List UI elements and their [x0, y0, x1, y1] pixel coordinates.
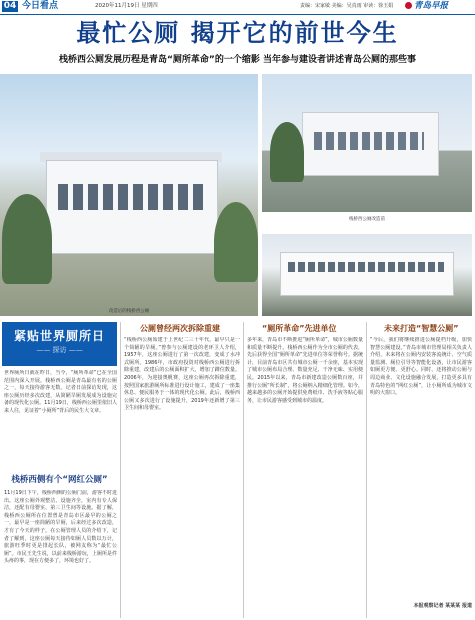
left-article-body: 11月19日下午，栈桥西侧的公厕门前，游客不时进出。这座公厕外观整洁，设施齐全，室内有专人保洁，还配有母婴室、第三卫生间等设施。据了解，栈桥西公厕所在位置曾是青岛市区最早的公厕之一，最早是一座简陋的旱厕，后来经过多次改造，才有了今天的样子。在公厕管理人员的介绍下，记者了解到，这座公厕每天接待如厕人员数以万计，旅游旺季时更是排起长队，被网友称为“最忙公厕”。市民王先生说，以前来栈桥游玩，上厕所是件头疼的事，现在方便多了，环境也好了。	[4, 490, 117, 565]
column-divider	[243, 322, 244, 618]
left-article-heading: 栈桥西侧有个“网红公厕”	[11, 475, 108, 485]
right-heading: 未来打造“智慧公厕”	[384, 324, 459, 333]
sidebar-title-box	[2, 322, 117, 366]
photo-before-renovation	[262, 74, 472, 212]
editors-line: 责编：宋家敏 美编：吴真雨 审读：徐玉娟	[300, 3, 394, 9]
mid1-heading: 公厕曾经两次拆除重建	[140, 324, 220, 333]
byline: 本报观察记者 某某某 报道	[413, 603, 472, 609]
photo-caption-3: 改造后的栈桥西公厕	[108, 309, 150, 314]
photo-exterior	[262, 234, 472, 316]
sidebar-subtitle: —— 探访 ——	[36, 346, 83, 354]
logo-mark-icon	[405, 2, 412, 9]
issue-date: 2020年11月19日 星期四	[95, 3, 158, 9]
mid2-body: 多年来，青岛市不断推进“厕所革命”，城市公厕数量和质量不断提升。栈桥西公厕作为全市公厕的代表，先后获得全国“厕所革命”先进单位等荣誉称号。据统计，目前青岛市区共有城市公厕一千余座，基本实现了城市公厕布局合理、数量充足、干净无味、实用便民。2015年以来，青岛市新建改造公厕数百座，并推行公厕“所长制”，将公厕纳入精细化管理。如今，越来越多的公厕开始提供免费纸巾、洗手液等贴心服务，让市民游客感受到城市的温度。	[247, 337, 363, 404]
main-headline: 最忙公厕 揭开它的前世今生	[76, 18, 399, 47]
mid2-heading: “厕所革命”先进单位	[262, 324, 337, 333]
sub-headline: 栈桥西公厕发展历程是青岛“厕所革命”的一个缩影 当年参与建设者讲述青岛公厕的那些事	[59, 55, 416, 65]
logo-text: 青岛早报	[414, 1, 449, 11]
right-body: “今后，我们将继续推进公厕提档升级，加快智慧公厕建设。”青岛市城市管理局相关负责人介绍，未来将在公厕内安装客流统计、空气质量监测、厕位引导等智能化设备，让市民游客如厕更方便、更舒心。同时，还将推动公厕与周边商业、文化设施融合发展，打造更多具有青岛特色的“网红公厕”，让小厕所成为城市文明的大窗口。	[370, 337, 472, 397]
column-divider	[366, 322, 367, 618]
photo-after-renovation	[0, 74, 258, 316]
masthead-rule	[0, 14, 475, 15]
sidebar-intro: 世界厕所日就在昨日，当今，“厕所革命”已在全国范围内深入开展。栈桥西公厕是青岛最有名的公厕之一，每天接待游客无数。记者日前探访发现，这座公厕历经多次改建，从简陋旱厕发展成为设施完备的现代化公厕。11月19日，栈桥西公厕里依旧人来人往，见证着“小厕所”背后的民生大文章。	[4, 370, 117, 414]
column-divider	[120, 322, 121, 618]
photo-caption-1: 栈桥西公厕改造前	[349, 217, 385, 222]
section-title: 今日看点	[22, 1, 59, 11]
page-number: 04	[3, 1, 17, 11]
mid1-body: “栈桥西公厕始建于上世纪二三十年代，最早只是一个简陋的旱厕。”曾参与公厕建设的老环卫人介绍，1957年，这座公厕进行了第一次改建，变成了水冲式厕所。1986年，市政府投资对栈桥西公厕进行拆除重建，改建后的公厕面积扩大，增加了蹲位数量。2006年，为迎接奥帆赛，这座公厕再次拆除重建，按照国家旅游厕所标准进行设计施工，建成了一座集休息、便民服务于一体的现代化公厕。此后，栈桥西公厕又多次进行了设施提升，2019年还新增了第三卫生间和母婴室。	[124, 337, 240, 412]
sidebar-title: 紧贴世界厕所日	[13, 329, 105, 343]
newspaper-logo	[405, 0, 473, 13]
